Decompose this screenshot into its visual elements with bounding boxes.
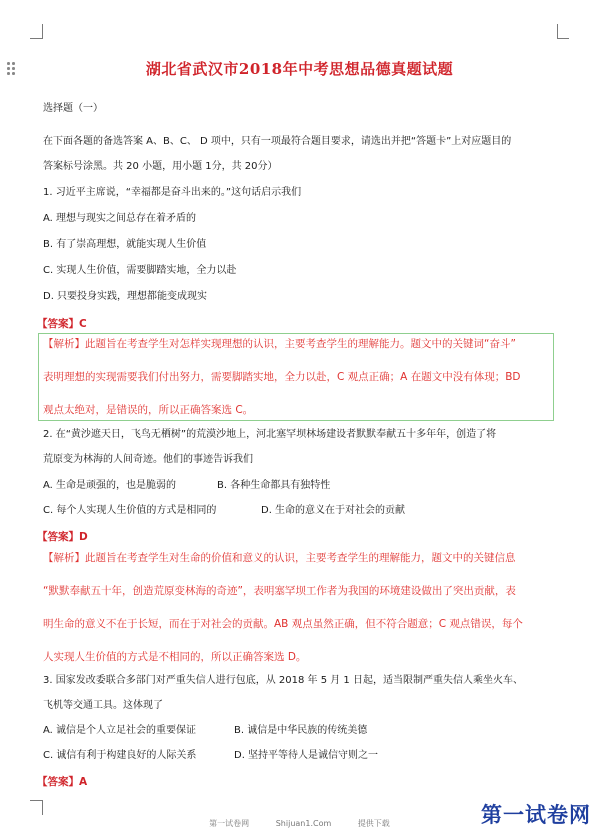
question-2-explanation-line-1: 【解析】此题旨在考查学生对生命的价值和意义的认识，主要考查学生的理解能力，题文中的关键信息 [43,552,516,564]
question-1-option-d: D. 只要投身实践，理想都能变成现实 [43,291,208,302]
instructions-line-1: 在下面各题的备选答案 A、B、C、 D 项中，只有一项最符合题目要求，请选出并把“答题卡”上对应题目的 [43,136,512,147]
question-1-stem: 1. 习近平主席说，“幸福都是奋斗出来的。”这句话启示我们 [43,187,302,198]
document-title: 湖北省武汉市2018年中考思想品德真题试题 [145,60,454,78]
question-1-answer: 【答案】C [37,318,87,330]
crop-mark-top-left-v [42,24,43,39]
crop-mark-top-right-v [557,24,558,39]
question-2-stem-line-1: 2. 在“黄沙遮天日，飞鸟无栖树”的荒漠沙地上，河北塞罕坝林场建设者默默奉献五十多年年，创造了将 [43,429,497,440]
question-1-explanation-line-2: 表明理想的实现需要我们付出努力，需要脚踏实地，全力以赴，C 观点正确；A 在题文中没有体现；BD [43,371,521,383]
question-1-option-a: A. 理想与现实之间总存在着矛盾的 [43,213,197,224]
question-3-option-a: A. 诚信是个人立足社会的重要保证 [43,725,197,736]
page-footer [0,818,599,829]
question-2-option-a: A. 生命是顽强的，也是脆弱的 [43,480,177,491]
question-2-stem-line-2: 荒原变为林海的人间奇迹。他们的事迹告诉我们 [43,454,253,465]
question-1-explanation-line-3: 观点太绝对，是错误的，所以正确答案选 C。 [43,404,254,416]
footer-site-url: Shijuan1.Com [275,819,332,828]
crop-mark-bottom-left-h [30,800,42,801]
instructions-line-2: 答案标号涂黑。共 20 小题，用小题 1分，共 20分） [43,161,278,172]
question-1-option-c: C. 实现人生价值，需要脚踏实地，全力以赴 [43,265,237,276]
question-2-answer: 【答案】D [37,531,88,543]
question-2-option-d: D. 生命的意义在于对社会的贡献 [261,505,406,516]
footer-download-text: 提供下载 [357,819,390,828]
question-2-explanation-line-3: 明生命的意义不在于长短，而在于对社会的贡献。AB 观点虽然正确，但不符合题意；C 观点错误，每个 [43,618,523,630]
question-3-stem-line-1: 3. 国家发改委联合多部门对严重失信人进行包底，从 2018 年 5 月 1 日起，适当限制严重失信人乘坐火车、 [43,675,523,686]
question-2-option-b: B. 各种生命都具有独特性 [217,480,331,491]
watermark-logo: 第一试卷网 [481,802,591,827]
question-3-option-b: B. 诚信是中华民族的传统美德 [234,725,368,736]
crop-mark-bottom-left-v [42,800,43,815]
question-2-explanation-line-4: 人实现人生价值的方式是不相同的，所以正确答案选 D。 [43,651,307,663]
question-3-option-d: D. 坚持平等待人是诚信守则之一 [234,750,379,761]
footer-site-name: 第一试卷网 [209,819,250,828]
question-2-option-c: C. 每个人实现人生价值的方式是相同的 [43,505,217,516]
question-1-option-b: B. 有了崇高理想，就能实现人生价值 [43,239,207,250]
question-3-answer: 【答案】A [37,776,88,788]
question-2-explanation-line-2: “默默奉献五十年，创造荒原变林海的奇迹”，表明塞罕坝工作者为我国的环境建设做出了突出贡献，表 [43,585,516,597]
section-heading: 选择题（一） [43,103,103,114]
question-3-option-c: C. 诚信有利于构建良好的人际关系 [43,750,197,761]
crop-mark-top-right-h [557,38,569,39]
crop-mark-top-left-h [30,38,42,39]
question-3-stem-line-2: 飞机等交通工具。这体现了 [43,700,163,711]
question-1-explanation-line-1: 【解析】此题旨在考查学生对怎样实现理想的认识，主要考查学生的理解能力。题文中的关键词“奋斗” [43,338,516,350]
